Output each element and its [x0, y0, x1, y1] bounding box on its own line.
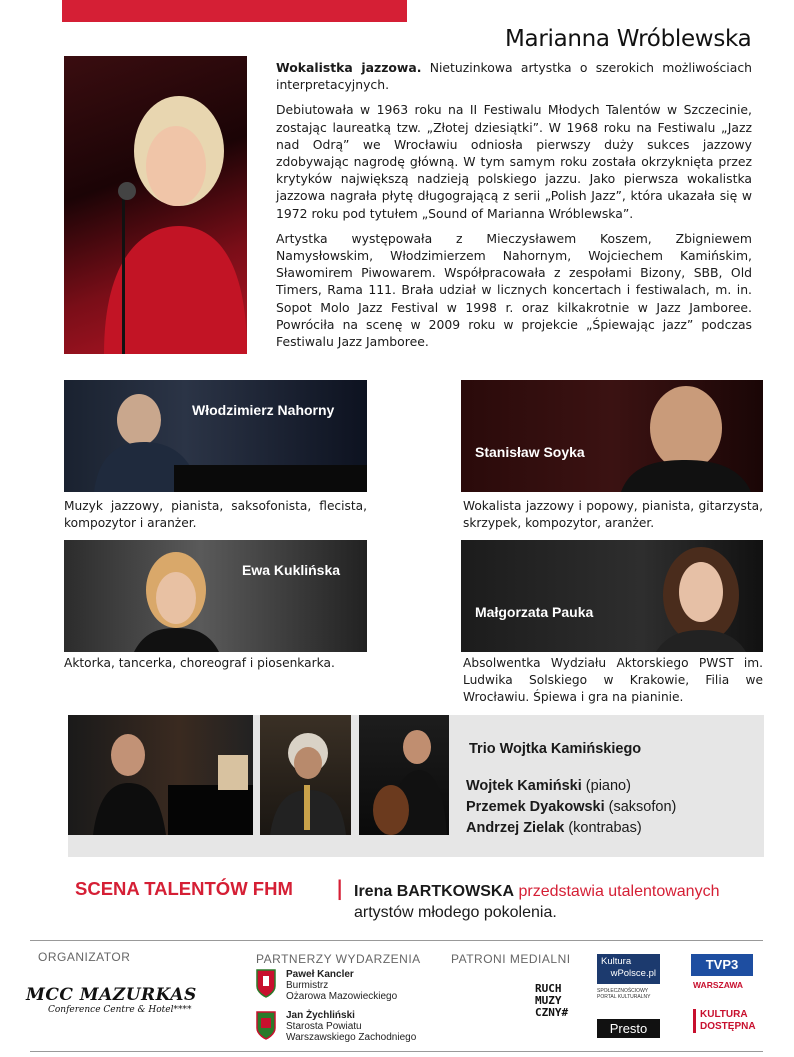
- kuklinska-photo: [64, 540, 367, 652]
- partner-zychlinski: Jan Żychliński Starosta Powiatu Warszawskiego Zachodniego: [286, 1010, 417, 1043]
- mcc-mazurkas-logo: MCC MAZURKAS Conference Centre & Hotel****: [26, 985, 197, 1015]
- soyka-name: Stanisław Soyka: [475, 444, 585, 460]
- nahorny-photo: [64, 380, 367, 492]
- kuklinska-name: Ewa Kuklińska: [242, 562, 341, 578]
- pauka-desc: Absolwentka Wydziału Aktorskiego PWST im. Ludwika Solskiego w Krakowie, Filia we Wrocławiu. Śpiewa i gra na pianinie.: [463, 656, 763, 704]
- bio-text: [276, 59, 752, 358]
- ruch-muzyczny-logo: RUCH MUZY CZNY#: [535, 982, 569, 1019]
- scena-description: Irena BARTKOWSKA przedstawia utalentowanych artystów młodego pokolenia.: [354, 883, 720, 921]
- tvp3-logo: TVP3: [691, 954, 753, 976]
- bio-paragraph-3: Artystka występowała z Mieczysławem Koszem, Zbigniewem Namysłowskim, Włodzimierzem Nahornym, Wojciechem Kamińskim, Sławomirem Piwowarem. Współpracowała z zespołami Bizony, SBB, Old Timers, Rama 111. Brała udział w licznych koncertach i festiwalach, m. in. Sopot Molo Jazz Festival w 1998 r. oraz kilkakrotnie w Jazz Jamboree. Powróciła na scenę w 2009 roku w projekcie „Śpiewając jazz” podczas Festiwalu Jazz Jamboree.: [276, 230, 752, 350]
- footer-bottom-divider: [30, 1051, 763, 1052]
- pauka-photo: [461, 540, 763, 652]
- patrons-heading: PATRONI MEDIALNI: [451, 952, 571, 966]
- partner-kancler: Paweł Kancler Burmistrz Ożarowa Mazowieckiego: [286, 969, 398, 1002]
- bio-lead: Wokalistka jazzowa.: [276, 60, 422, 75]
- trio-photo-piano: [68, 715, 253, 835]
- scena-description-line2: artystów młodego pokolenia.: [354, 904, 557, 921]
- scena-host: Irena BARTKOWSKA: [354, 883, 515, 900]
- soyka-photo: [461, 380, 763, 492]
- bio-paragraph-2: Debiutowała w 1963 roku na II Festiwalu Młodych Talentów w Szczecinie, zostając laureatką tzw. „Złotej dziesiątki”. W 1968 roku na Festiwalu „Jazz nad Odrą” we Wrocławiu odniosła pierwszy duży sukces jazzowy zdobywając nagrodę główną. W tym samym roku została okrzyknięta przez krytyków największą nadzieją polskiego jazzu. Jako pierwsza wokalistka jazzowa nagrała płytę długogrającą z serii „Polish Jazz”, która ukazała się w 1972 roku pod tytułem „Sound of Marianna Wróblewska”.: [276, 102, 752, 221]
- bio-lead-rest: Nietuzinkowa artystka o szerokich możliwościach interpretacyjnych.: [276, 60, 752, 93]
- kultura-wpolsce-logo: Kultura wPolsce.pl: [597, 954, 660, 984]
- kultura-dostepna-logo: KULTURA DOSTĘPNA: [693, 1009, 756, 1033]
- header-red-bar: [62, 0, 407, 22]
- pauka-name: Małgorzata Pauka: [475, 604, 594, 620]
- trio-photo-double-bass: [359, 715, 449, 835]
- trio-member: Wojtek Kamiński (piano): [466, 778, 631, 794]
- trio-member: Przemek Dyakowski (saksofon): [466, 799, 677, 815]
- soyka-desc: Wokalista jazzowy i popowy, pianista, gitarzysta, skrzypek, kompozytor, aranżer.: [463, 499, 763, 530]
- kuklinska-desc: Aktorka, tancerka, choreograf i piosenkarka.: [64, 656, 335, 670]
- nahorny-desc: Muzyk jazzowy, pianista, saksofonista, flecista, kompozytor i aranżer.: [64, 499, 367, 530]
- tvp3-warszawa: WARSZAWA: [693, 980, 744, 990]
- kultura-wpolsce-tagline: SPOŁECZNOŚCIOWY PORTAL KULTURALNY: [597, 988, 651, 1000]
- ozarow-coat-of-arms-icon: [256, 968, 276, 998]
- main-artist-name: Marianna Wróblewska: [505, 26, 752, 52]
- powiat-coat-of-arms-icon: [256, 1010, 276, 1040]
- nahorny-name: Włodzimierz Nahorny: [192, 402, 335, 418]
- trio-title: Trio Wojtka Kamińskiego: [469, 741, 642, 757]
- marianna-photo: [64, 56, 247, 354]
- footer-top-divider: [30, 940, 763, 941]
- trio-photo-saxophone: [260, 715, 351, 835]
- trio-member: Andrzej Zielak (kontrabas): [466, 820, 642, 836]
- presto-logo: Presto: [597, 1019, 660, 1038]
- trio-members: [466, 776, 676, 839]
- partners-heading: PARTNERZY WYDARZENIA: [256, 952, 421, 966]
- scena-talentow-title: SCENA TALENTÓW FHM: [75, 878, 293, 899]
- scena-separator: |: [336, 876, 344, 900]
- organizer-heading: ORGANIZATOR: [38, 950, 131, 964]
